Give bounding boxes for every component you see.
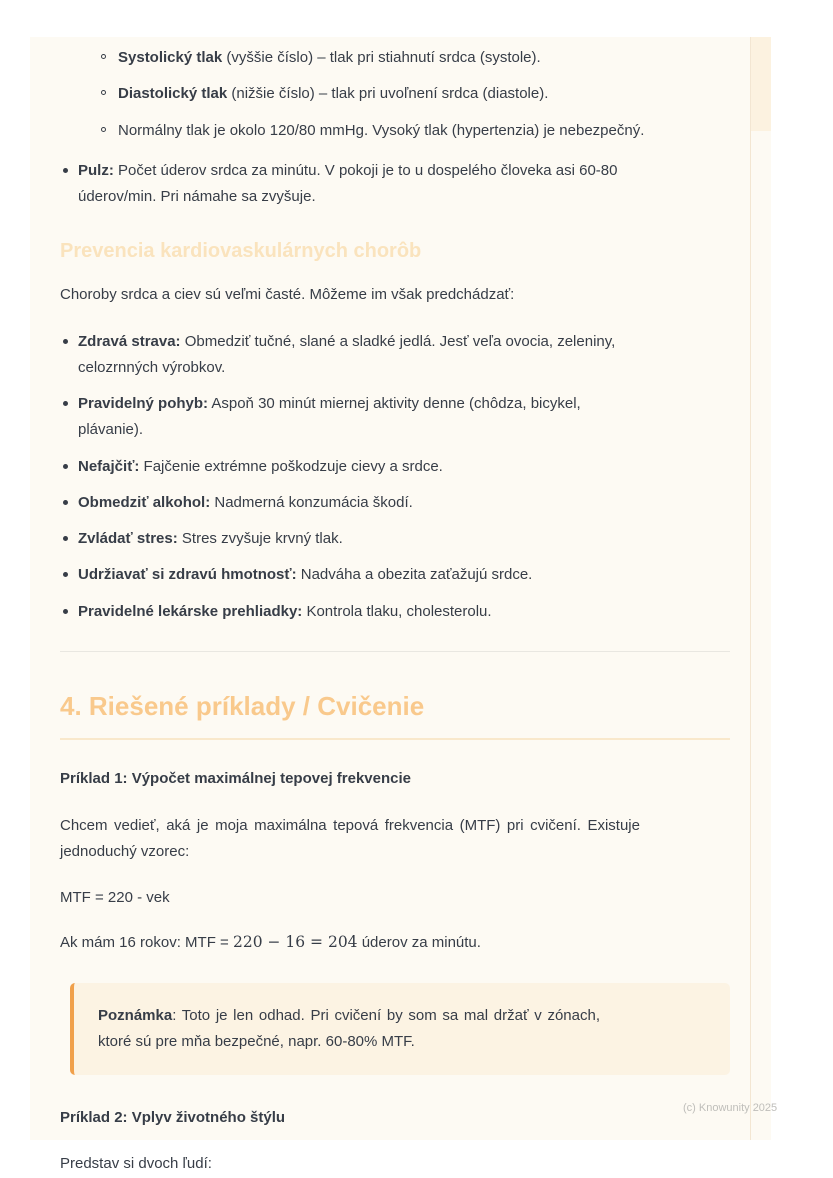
list-item	[60, 81, 663, 107]
example1-title: Príklad 1: Výpočet maximálnej tepovej frekvencie	[60, 770, 411, 788]
prevention-list	[60, 329, 730, 625]
prevention-heading: Prevencia kardiovaskulárnych chorôb	[60, 240, 422, 263]
list-item-text: Stres zvyšuje krvný tlak.	[177, 530, 343, 547]
list-item	[60, 158, 653, 211]
pulse-list	[60, 158, 730, 211]
disc-bullet-icon	[63, 500, 68, 505]
circle-bullet-icon	[101, 90, 106, 95]
list-item-text: (nižšie číslo) – tlak pri uvoľnení srdca (diastole).	[227, 85, 549, 103]
list-item-text: Nadváha a obezita zaťažujú srdce.	[296, 566, 533, 584]
list-item-label: Zdravá strava:	[78, 332, 181, 350]
list-item-text: (vyššie číslo) – tlak pri stiahnutí srdca (systole).	[222, 49, 541, 66]
disc-bullet-icon	[63, 536, 68, 541]
list-item-label: Obmedziť alkohol:	[78, 493, 211, 511]
list-item-text: Normálny tlak je okolo 120/80 mmHg. Vysoký tlak (hypertenzia) je nebezpečný.	[118, 121, 645, 139]
prevention-intro: Choroby srdca a ciev sú veľmi časté. Môžeme im však predchádzať:	[60, 286, 515, 304]
list-item-text: Aspoň 30 minút miernej aktivity denne (chôdza, bicykel, plávanie).	[78, 395, 581, 439]
calculation-suffix: úderov za minútu.	[357, 934, 481, 952]
list-item-label: Systolický tlak	[118, 49, 223, 66]
list-item-label: Pulz:	[78, 161, 114, 179]
circle-bullet-icon	[101, 54, 106, 59]
list-item	[60, 45, 663, 71]
list-item-label: Pravidelné lekárske prehliadky:	[78, 602, 303, 620]
list-item	[60, 562, 618, 588]
list-item-label: Diastolický tlak	[118, 85, 228, 103]
list-item	[60, 599, 618, 625]
list-item-label: Udržiavať si zdravú hmotnosť:	[78, 566, 297, 584]
copyright-notice: (c) Knowunity 2025	[683, 1102, 778, 1114]
disc-bullet-icon	[63, 339, 68, 344]
list-item-text: Kontrola tlaku, cholesterolu.	[302, 602, 492, 620]
disc-bullet-icon	[63, 464, 68, 469]
formula-text: MTF = 220 - vek	[60, 889, 170, 906]
list-item-label: Nefajčiť:	[78, 457, 140, 475]
list-item-label: Pravidelný pohyb:	[78, 395, 209, 412]
document-page	[30, 37, 778, 1173]
disc-bullet-icon	[63, 572, 68, 577]
document-content	[60, 45, 730, 1178]
list-item	[60, 329, 618, 382]
list-item-text: Nadmerná konzumácia škodí.	[210, 493, 413, 511]
section-divider	[60, 651, 730, 652]
disc-bullet-icon	[63, 609, 68, 614]
list-item-text: Obmedziť tučné, slané a sladké jedlá. Jesť veľa ovocia, zeleniny, celozrnných výrobkov.	[78, 332, 616, 376]
list-item-text: Počet úderov srdca za minútu. V pokoji je to u dospelého človeka asi 60-80 úderov/min. Pri námahe sa zvyšuje.	[78, 161, 618, 205]
note-label: Poznámka	[98, 1006, 173, 1024]
example1-paragraph: Chcem vedieť, aká je moja maximálna tepová frekvencia (MTF) pri cvičení. Existuje jednoduchý vzorec:	[60, 816, 640, 860]
disc-bullet-icon	[63, 401, 68, 406]
list-item-text: Fajčenie extrémne poškodzuje cievy a srdce.	[139, 457, 443, 475]
note-callout	[70, 983, 730, 1076]
disc-bullet-icon	[63, 168, 68, 173]
list-item	[60, 391, 618, 444]
calculation-prefix: Ak mám 16 rokov: MTF =	[60, 934, 233, 952]
calculation-math: 220 − 16 = 204	[232, 933, 358, 952]
exercises-heading: 4. Riešené príklady / Cvičenie	[60, 690, 730, 741]
example2-title: Príklad 2: Vplyv životného štýlu	[60, 1109, 286, 1126]
page-margin-divider	[750, 37, 751, 1140]
list-item	[60, 454, 618, 480]
blood-pressure-sublist	[60, 45, 730, 144]
circle-bullet-icon	[101, 127, 106, 132]
calculation-line	[60, 929, 730, 956]
scrollbar-thumb[interactable]	[751, 37, 771, 131]
note-text	[98, 1003, 600, 1056]
list-item	[60, 118, 663, 144]
example2-paragraph: Predstav si dvoch ľudí:	[60, 1155, 212, 1173]
note-body: : Toto je len odhad. Pri cvičení by som sa mal držať v zónach, ktoré sú pre mňa bezpečné, napr. 60-80% MTF.	[98, 1006, 600, 1050]
list-item-label: Zvládať stres:	[78, 530, 178, 547]
list-item	[60, 526, 618, 552]
list-item	[60, 490, 618, 516]
